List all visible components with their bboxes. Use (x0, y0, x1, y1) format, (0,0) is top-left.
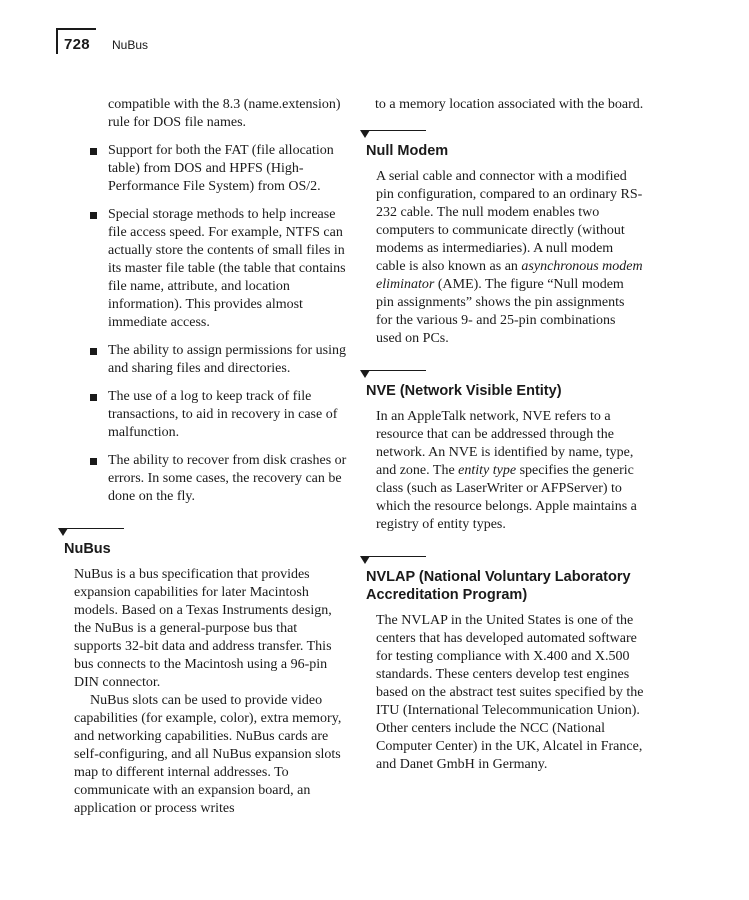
list-item: Special storage methods to help increase file access speed. For example, NTFS can actually store the contents of small files in its master file table (the table that contains file name, attribute, and location information). This provides almost immediate access. (58, 206, 348, 332)
entry-marker (360, 130, 644, 140)
triangle-marker-icon (360, 370, 370, 378)
paragraph: The NVLAP in the United States is one of the centers that has developed automated software for testing compliance with X.400 and X.500 standards. These centers develop test engines based on the abstract test suites specified by the ITU (International Telecommunication Union). Other centers include the NCC (National Computer Center) in the UK, Alcatel in France, and Danet GmbH in Germany. (376, 613, 644, 772)
entry-marker (360, 556, 644, 566)
entry-body (74, 566, 348, 818)
entry-nvlap (360, 556, 644, 774)
right-column (360, 96, 644, 774)
paragraph: A serial cable and connector with a modified pin configuration, compared to an ordinary RS-232 cable. The null modem enables two computers to communicate directly (without modems as intermediaries). A null modem cable is also known as an asynchronous modem eliminator (AME). The figure “Null modem pin assignments” shows the pin assignments for the various 9- and 25-pin combinations used on PCs. (376, 169, 643, 346)
header-rule-vertical (56, 28, 58, 54)
entry-title: NVE (Network Visible Entity) (366, 383, 562, 399)
paragraph: In an AppleTalk network, NVE refers to a resource that can be addressed through the network. An NVE is identified by name, type, and zone. The entity type specifies the generic class (such as LaserWriter or AFPServer) to which the resource belongs. Apple maintains a registry of entity types. (376, 409, 637, 532)
paragraph: NuBus is a bus specification that provides expansion capabilities for later Macintosh models. Based on a Texas Instruments design, the NuBus is a general-purpose bus that supports 32-bit data and address transfer. This bus connects to the Macintosh using a 96-pin DIN connector. (74, 567, 332, 690)
entry-body (376, 408, 644, 534)
entry-body (376, 612, 644, 774)
entry-title: NuBus (64, 541, 111, 557)
entry-nubus (58, 528, 348, 818)
list-item: The use of a log to keep track of file transactions, to aid in recovery in case of malfunction. (58, 388, 348, 442)
entry-nve (360, 370, 644, 534)
triangle-marker-icon (58, 528, 68, 536)
continuation-text: compatible with the 8.3 (name.extension) rule for DOS file names. (108, 97, 341, 130)
entry-body (376, 168, 644, 348)
running-head: NuBus (112, 38, 149, 52)
list-item: The ability to recover from disk crashes or errors. In some cases, the recovery can be done on the fly. (58, 452, 348, 506)
feature-list (58, 142, 348, 506)
left-column (58, 96, 348, 818)
page-number: 728 (64, 36, 90, 53)
continuation-text: to a memory location associated with the board. (375, 97, 644, 112)
paragraph: NuBus slots can be used to provide video capabilities (for example, color), extra memory, and networking capabilities. NuBus cards are self-configuring, and all NuBus expansion slots map to different internal addresses. To communicate with an expansion board, an application or process writes (74, 693, 342, 816)
entry-marker (58, 528, 348, 538)
list-item: The ability to assign permissions for using and sharing files and directories. (58, 342, 348, 378)
list-item: Support for both the FAT (file allocation table) from DOS and HPFS (High-Performance File System) from OS/2. (58, 142, 348, 196)
entry-title: NVLAP (National Voluntary Laboratory Accreditation Program) (366, 569, 631, 603)
entry-null-modem (360, 130, 644, 348)
header-rule-horizontal (56, 28, 96, 30)
triangle-marker-icon (360, 130, 370, 138)
entry-title: Null Modem (366, 143, 449, 159)
triangle-marker-icon (360, 556, 370, 564)
entry-marker (360, 370, 644, 380)
